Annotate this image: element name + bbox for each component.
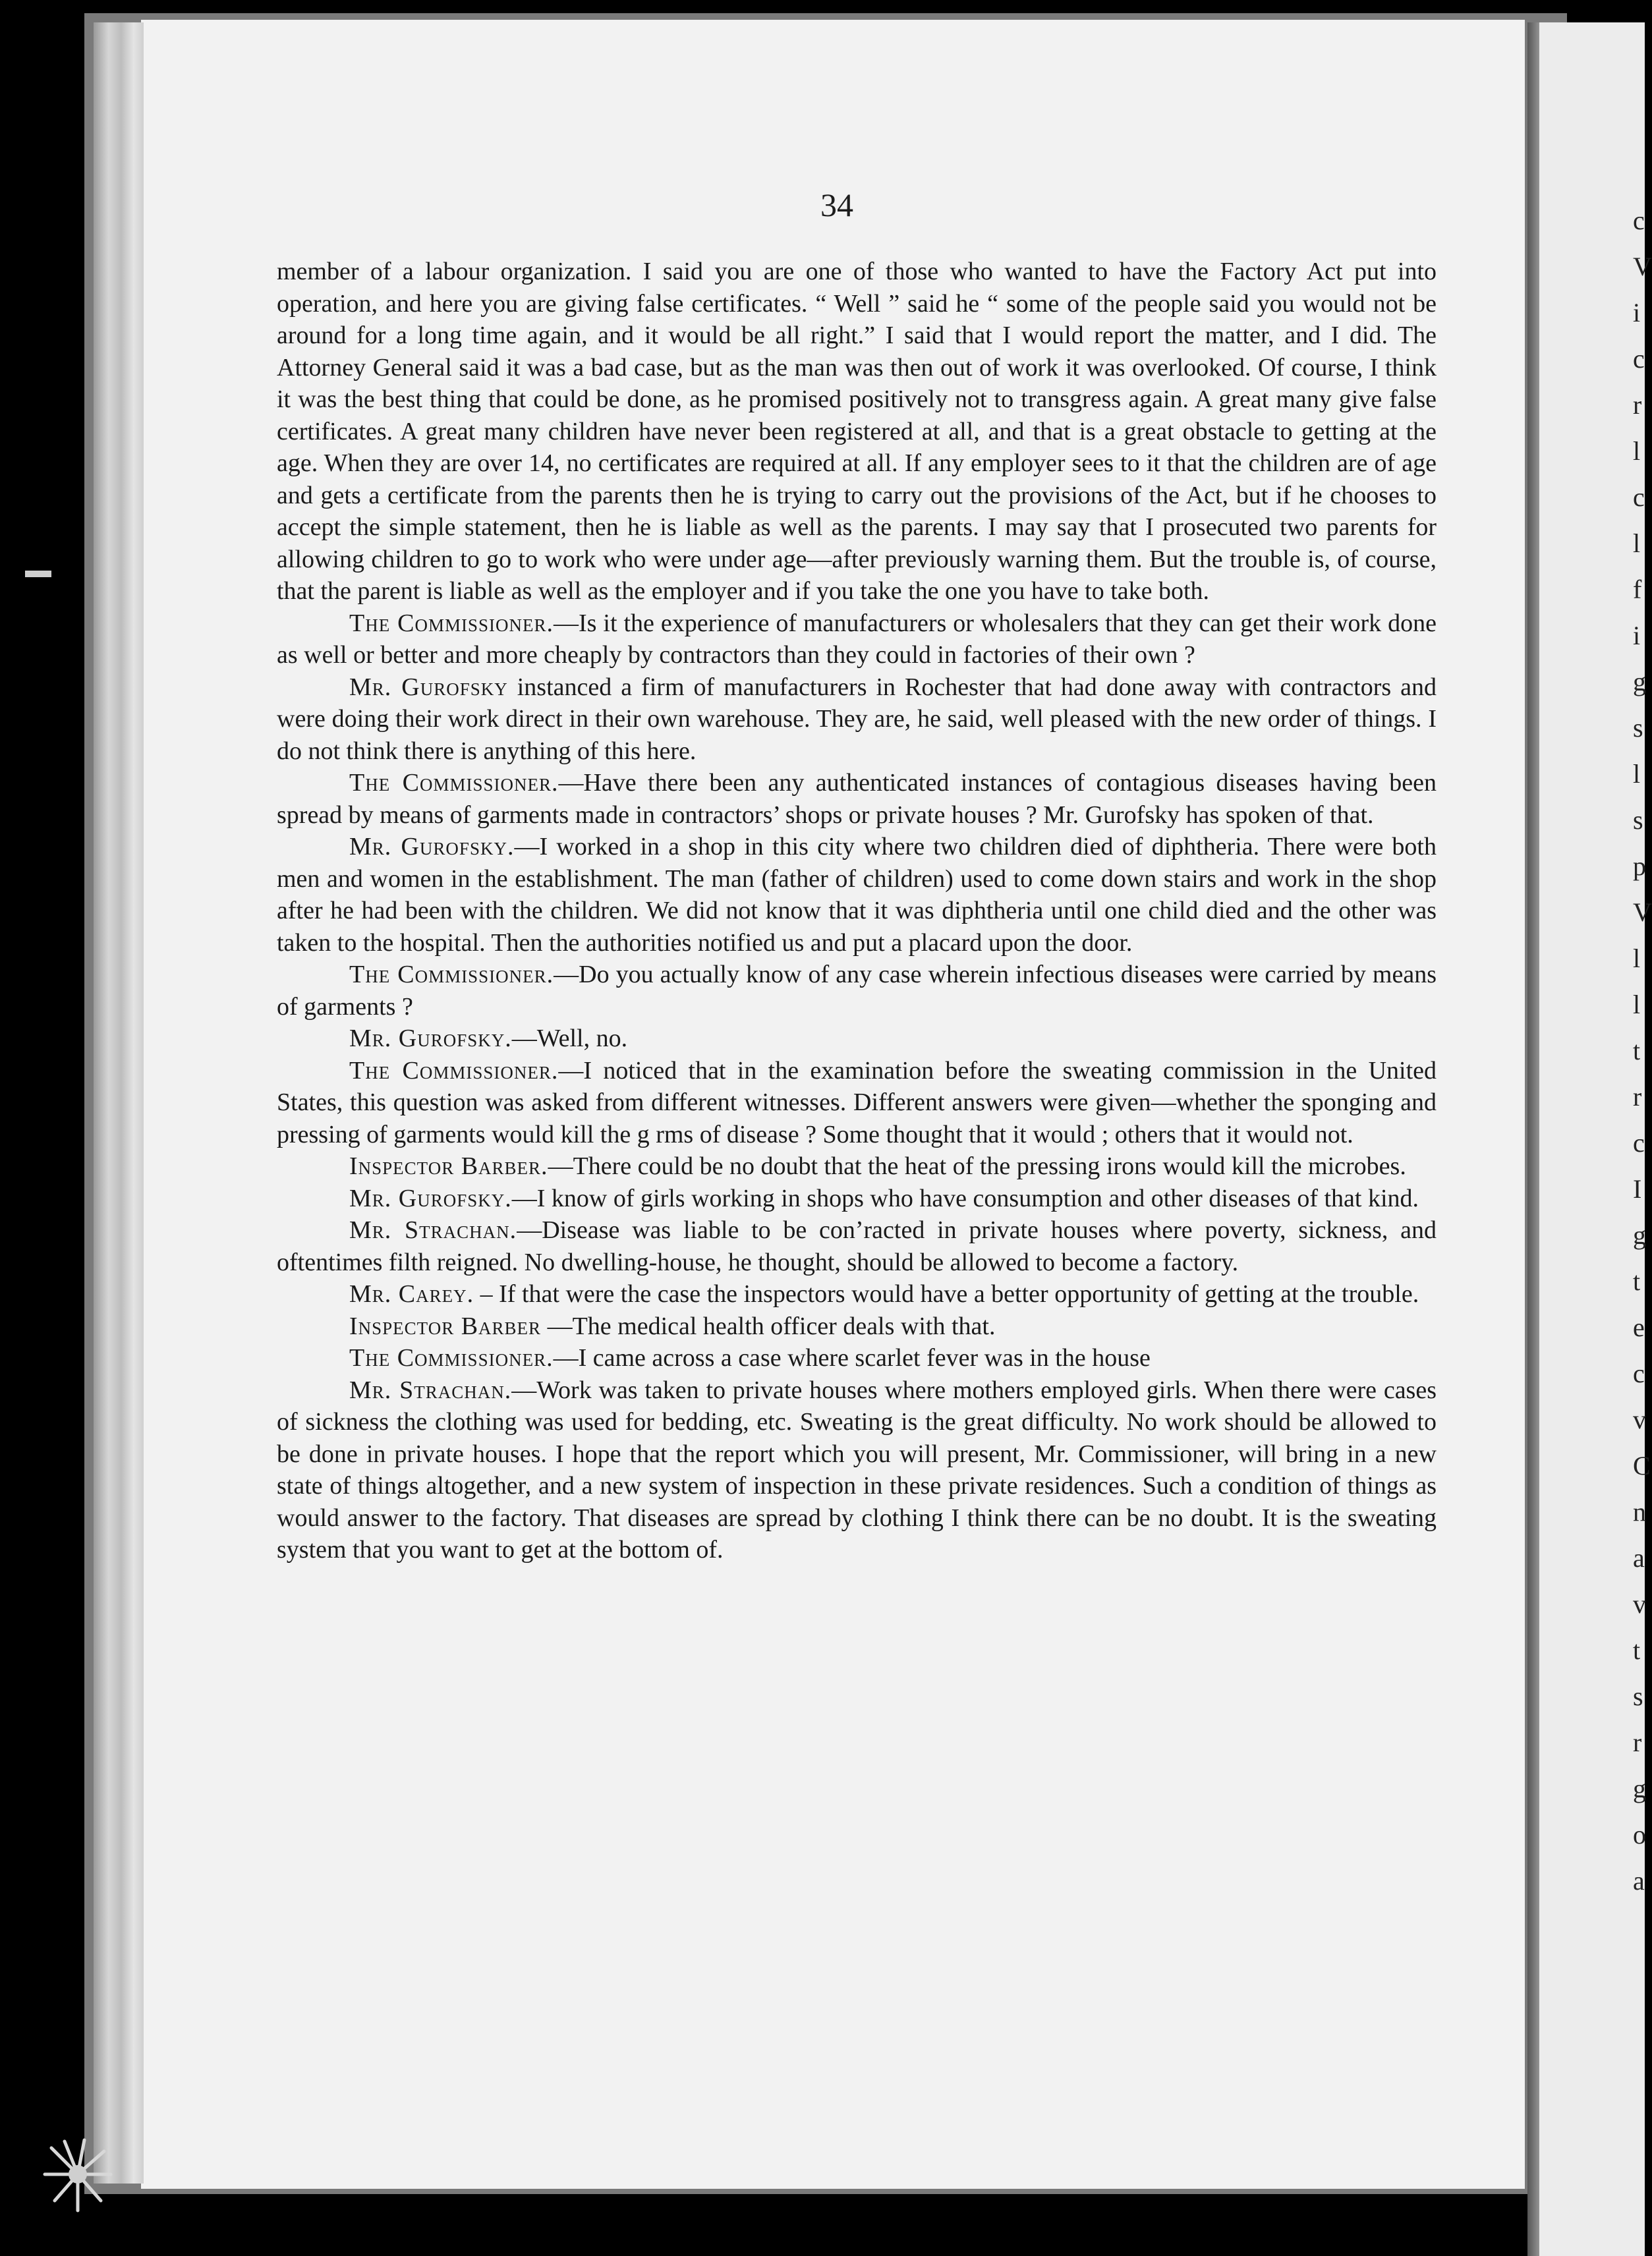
transcript-paragraph [277, 959, 1437, 1023]
page-edge-stack [94, 22, 144, 2184]
adjacent-page-letter: a [1633, 1543, 1645, 1573]
adjacent-page [1539, 22, 1652, 2256]
adjacent-page-letter: e [1633, 1312, 1645, 1342]
adjacent-page-letter: V [1633, 252, 1652, 281]
transcript-paragraph [277, 1374, 1437, 1566]
adjacent-page-letter: c [1633, 482, 1645, 512]
paragraph-text: —Well, no. [511, 1025, 628, 1052]
adjacent-page-letter: t [1633, 1036, 1641, 1065]
transcript-paragraph [277, 1183, 1437, 1215]
paragraph-text: —Is it the experience of manufacturers or wholesalers that they can get their work done as well or better and more cheaply by contractors than they could in factories of their own ? [277, 609, 1437, 669]
adjacent-page-text-fragments [1633, 198, 1652, 1904]
page-body-text [277, 256, 1437, 1566]
adjacent-page-letter: c [1633, 344, 1645, 374]
paragraph-text: —The medical health officer deals with that. [541, 1312, 996, 1340]
speaker-name: Mr. Strachan. [349, 1216, 517, 1244]
paragraph-text: —Work was taken to private houses where mothers employed girls. When there were cases of sickness the clothing was used for bedding, etc. Sweating is the great difficulty. No work should be allowed to be done in private houses. I hope that the report which you will present, Mr. Commissioner, will bring in a new state of things altogether, and a new system of inspection in these private residences. Such a condition of things as would answer to the factory. That diseases are spread by clothing I think there can be no doubt. It is the sweating system that you want to get at the bottom of. [277, 1376, 1437, 1564]
transcript-paragraph [277, 767, 1437, 831]
speaker-name: Inspector Barber. [349, 1152, 548, 1180]
adjacent-page-letter: c [1633, 1359, 1645, 1388]
adjacent-page-letter: v [1633, 1589, 1646, 1619]
adjacent-page-letter: s [1633, 713, 1643, 743]
scan-mark [25, 571, 51, 577]
transcript-paragraph [277, 256, 1437, 607]
adjacent-page-letter: c [1633, 206, 1645, 235]
adjacent-page-letter: l [1633, 436, 1641, 466]
paragraph-text: —I worked in a shop in this city where two children died of diphtheria. There were both men and women in the establishment. The man (father of children) used to come down stairs and work in the shop after he had been with the children. We did not know that it was diphtheria until one child died and the other was taken to the hospital. Then the authorities notified us and put a placard upon the door. [277, 833, 1437, 957]
paragraph-text: —Do you actually know of any case wherein infectious diseases were carried by means of garments ? [277, 961, 1437, 1021]
adjacent-page-letter: p [1633, 851, 1646, 881]
adjacent-page-letter: g [1633, 1220, 1646, 1250]
transcript-paragraph [277, 1342, 1437, 1374]
transcript-paragraph [277, 831, 1437, 959]
adjacent-page-letter: v [1633, 1405, 1646, 1434]
transcript-paragraph [277, 1214, 1437, 1278]
paragraph-text: —Have there been any authenticated instances of contagious diseases having been spread by means of garments made in contractors’ shops or private houses ? Mr. Gurofsky has spoken of that. [277, 769, 1437, 829]
speaker-name: Inspector Barber [349, 1312, 542, 1340]
paragraph-text: —I noticed that in the examination before the sweating commission in the United States, this question was asked from different witnesses. Different answers were given—whether the sponging and pressing of garments would kill the g rms of disease ? Some thought that it would ; others that it would not. [277, 1056, 1437, 1148]
speaker-name: Mr. Gurofsky. [349, 1184, 512, 1212]
paragraph-text: —I came across a case where scarlet fever was in the house [553, 1344, 1151, 1372]
adjacent-page-letter: r [1633, 1728, 1642, 1757]
transcript-paragraph [277, 1278, 1437, 1311]
adjacent-page-letter: l [1633, 944, 1641, 973]
transcript-paragraph [277, 1055, 1437, 1151]
adjacent-page-letter: C [1633, 1451, 1651, 1480]
bookmark-tassel-icon [38, 2135, 117, 2214]
adjacent-page-letter: l [1633, 759, 1641, 789]
paragraph-text: instanced a firm of manufacturers in Rochester that had done away with contractors and were doing their work direct in their own warehouse. They are, he said, well pleased with the new order of things. I do not think there is anything of this here. [277, 673, 1437, 765]
transcript-paragraph [277, 1150, 1437, 1183]
adjacent-page-letter: g [1633, 1774, 1646, 1803]
speaker-name: The Commissioner. [349, 961, 554, 988]
paragraph-text: —There could be no doubt that the heat of the pressing irons would kill the microbes. [548, 1152, 1406, 1180]
speaker-name: Mr. Gurofsky. [349, 833, 515, 860]
transcript-paragraph [277, 1311, 1437, 1343]
adjacent-page-letter: i [1633, 621, 1641, 650]
adjacent-page-letter: i [1633, 298, 1641, 327]
speaker-name: The Commissioner. [349, 609, 554, 637]
transcript-paragraph [277, 607, 1437, 671]
paragraph-text: member of a labour organization. I said you are one of those who wanted to have the Factory Act put into operation, and here you are giving false certificates. “ Well ” said he “ some of the people said you would not be around for a long time again, and it would be all right.” I said that I would report the matter, and I did. The Attorney General said it was a bad case, but as the man was then out of work it was overlooked. Of course, I think it was the best thing that could be done, as he promised positively not to transgress again. A great many give false certificates. A great many children have never been registered at all, and that is a great obstacle to getting at the age. When they are over 14, no certificates are required at all. If any employer sees to it that the children are of age and gets a certificate from the parents then he is trying to carry out the provisions of the Act, but if he chooses to accept the simple statement, then he is liable as well as the parents. I may say that I prosecuted two parents for allowing children to go to work who were under age—after previously warning them. But the trouble is, of course, that the parent is liable as well as the employer and if you take the one you have to take both. [277, 258, 1437, 605]
adjacent-page-letter: r [1633, 1082, 1642, 1112]
adjacent-page-letter: n [1633, 1497, 1646, 1527]
adjacent-page-letter: c [1633, 1128, 1645, 1158]
speaker-name: The Commissioner. [349, 1344, 554, 1372]
speaker-name: The Commissioner. [349, 769, 559, 797]
speaker-name: Mr. Carey. [349, 1280, 474, 1308]
adjacent-page-letter: t [1633, 1266, 1641, 1296]
adjacent-page-letter: l [1633, 528, 1641, 558]
adjacent-page-letter: I [1633, 1174, 1642, 1204]
adjacent-page-letter: t [1633, 1635, 1641, 1665]
transcript-paragraph [277, 1023, 1437, 1055]
speaker-name: The Commissioner. [349, 1056, 559, 1085]
adjacent-page-letter: o [1633, 1820, 1646, 1849]
adjacent-page-letter: r [1633, 390, 1642, 420]
adjacent-page-letter: V [1633, 897, 1652, 927]
adjacent-page-letter: s [1633, 805, 1643, 835]
adjacent-page-letter: g [1633, 667, 1646, 696]
adjacent-page-letter: a [1633, 1866, 1645, 1896]
adjacent-page-letter: l [1633, 990, 1641, 1019]
speaker-name: Mr. Gurofsky. [349, 1025, 512, 1052]
speaker-name: Mr. Strachan. [349, 1376, 512, 1404]
paragraph-text: —I know of girls working in shops who have consumption and other diseases of that kind. [511, 1184, 1419, 1212]
adjacent-page-letter: f [1633, 575, 1642, 604]
paragraph-text: —Disease was liable to be con’racted in private houses where poverty, sickness, and oftentimes filth reigned. No dwelling-house, he thought, should be allowed to become a factory. [277, 1216, 1437, 1276]
transcript-paragraph [277, 671, 1437, 768]
adjacent-page-letter: s [1633, 1681, 1643, 1711]
speaker-name: Mr. Gurofsky [349, 673, 508, 701]
page-number: 34 [820, 186, 853, 223]
paragraph-text: – If that were the case the inspectors would have a better opportunity of getting at the trouble. [474, 1280, 1419, 1308]
